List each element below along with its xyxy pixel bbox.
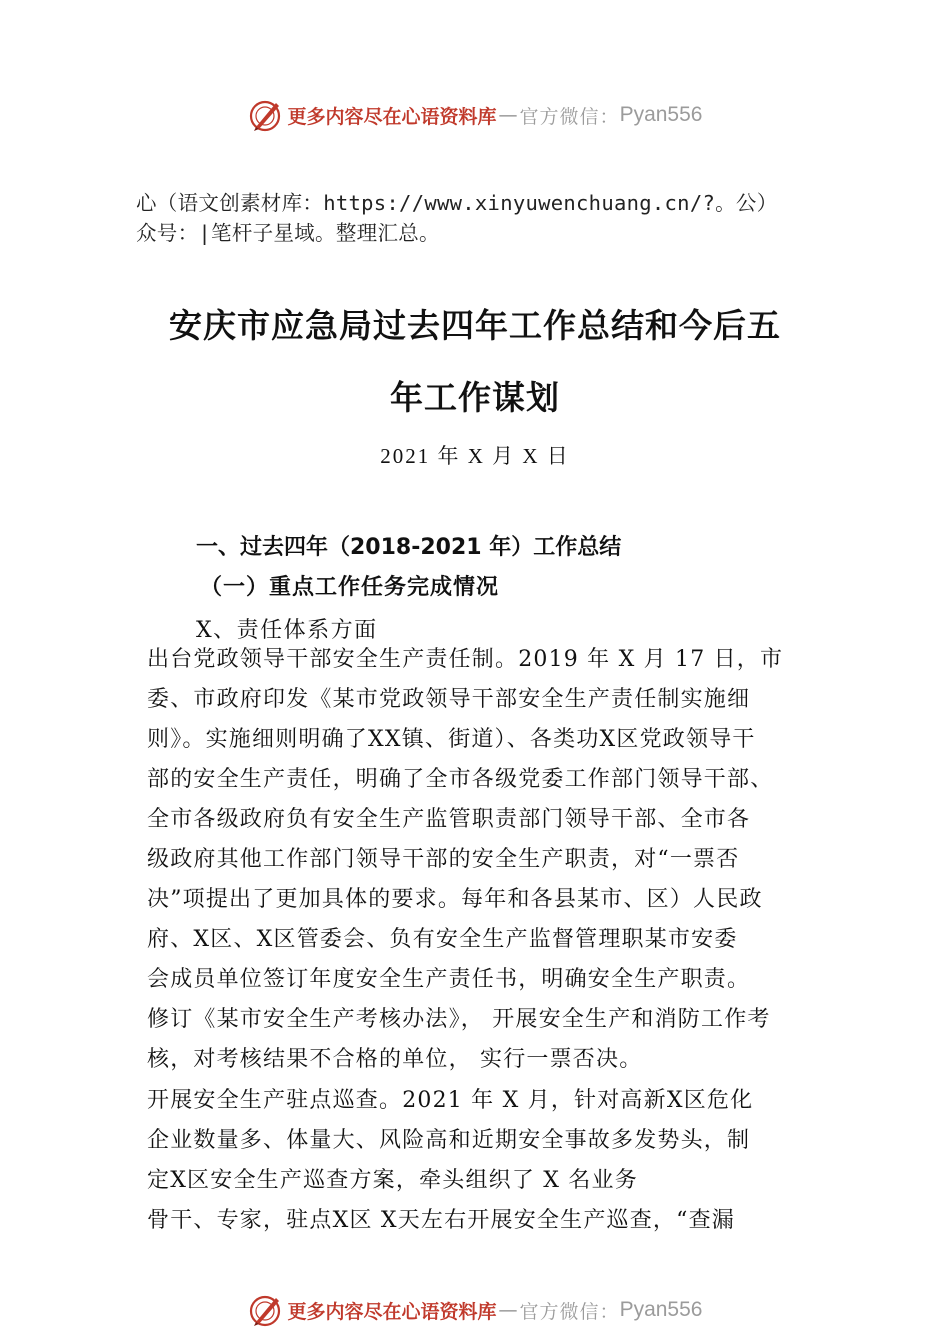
paragraph-line: 部的安全生产责任，明确了全市各级党委工作部门领导干部、 bbox=[147, 767, 774, 792]
paragraph-line: 决”项提出了更加具体的要求。每年和各县某市、区）人民政 bbox=[147, 887, 763, 912]
paragraph-line: 企业数量多、体量大、风险高和近期安全事故多发势头，制 bbox=[147, 1128, 751, 1153]
paragraph-line: 全市各级政府负有安全生产监管职责部门领导干部、全市各 bbox=[147, 807, 751, 832]
pen-logo-icon bbox=[248, 97, 284, 133]
paragraph-line: 核，对考核结果不合格的单位， 实行一票否决。 bbox=[147, 1047, 643, 1072]
banner-dash: — bbox=[498, 1299, 518, 1321]
document-date: 2021 年 X 月 X 日 bbox=[380, 444, 570, 468]
banner-text: 更多内容尽在心语资料库 bbox=[287, 1300, 497, 1323]
paragraph-line: 定X区安全生产巡查方案，牵头组织了 X 名业务 bbox=[147, 1168, 638, 1193]
paragraph-line: 级政府其他工作部门领导干部的安全生产职责，对“一票否 bbox=[147, 847, 740, 872]
paragraph-line: 骨干、专家，驻点X区 X天左右开展安全生产巡查，“查漏 bbox=[147, 1208, 735, 1233]
banner-dash: — bbox=[498, 104, 518, 126]
banner-wechat-id: Pyan556 bbox=[619, 103, 703, 126]
banner-wechat-label: 官方微信： bbox=[519, 1300, 620, 1323]
paragraph-line: 委、市政府印发《某市党政领导干部安全生产责任制实施细 bbox=[147, 687, 751, 712]
paragraph-line: 出台党政领导干部安全生产责任制。2019 年 X 月 17 日，市 bbox=[147, 647, 784, 672]
section-heading: 一、过去四年（2018-2021 年）工作总结 bbox=[196, 535, 622, 560]
paragraph-line: 则》。实施细则明确了XX镇、街道）、各类功X区党政领导干 bbox=[147, 727, 756, 752]
header-banner bbox=[0, 95, 950, 135]
item-heading: X、责任体系方面 bbox=[196, 618, 378, 643]
pen-logo-icon bbox=[248, 1292, 284, 1328]
source-note bbox=[136, 188, 836, 248]
banner-wechat-id: Pyan556 bbox=[619, 1298, 703, 1321]
body-paragraph-1 bbox=[147, 640, 837, 1080]
paragraph-line: 修订《某市安全生产考核办法》， 开展安全生产和消防工作考 bbox=[147, 1007, 771, 1032]
banner-wechat-label: 官方微信： bbox=[519, 105, 620, 128]
document-title-line-2: 年工作谋划 bbox=[390, 378, 560, 417]
banner-text: 更多内容尽在心语资料库 bbox=[287, 105, 497, 128]
footer-banner bbox=[0, 1290, 950, 1330]
paragraph-line: 开展安全生产驻点巡查。2021 年 X 月，针对高新X区危化 bbox=[147, 1088, 754, 1113]
paragraph-line: 会成员单位签订年度安全生产责任书，明确安全生产职责。 bbox=[147, 967, 751, 992]
source-line: 众号：|笔杆子星域。整理汇总。 bbox=[136, 221, 440, 245]
source-line: 心（语文创素材库：https://www.xinyuwenchuang.cn/?。公） bbox=[136, 191, 778, 215]
subsection-heading: （一）重点工作任务完成情况 bbox=[200, 574, 500, 600]
body-paragraph-2 bbox=[147, 1081, 837, 1241]
paragraph-line: 府、X区、X区管委会、负有安全生产监督管理职某市安委 bbox=[147, 927, 738, 952]
document-title-line-1: 安庆市应急局过去四年工作总结和今后五 bbox=[169, 306, 781, 345]
